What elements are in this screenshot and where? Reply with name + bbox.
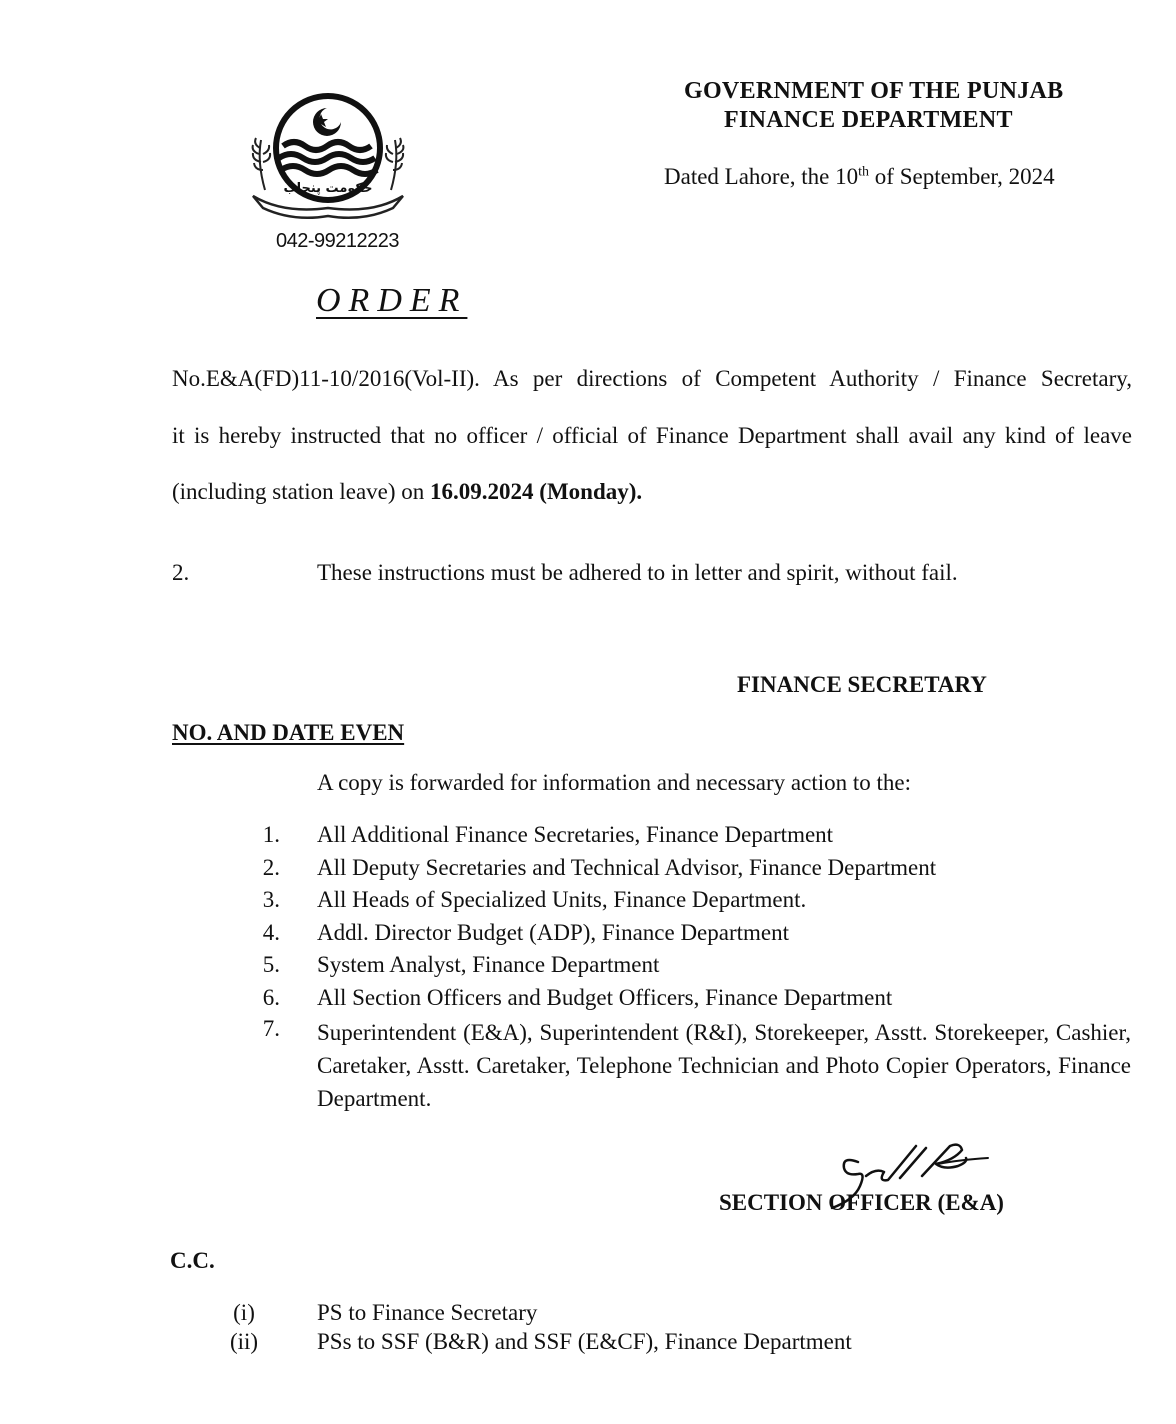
forwarding-intro: A copy is forwarded for information and necessary action to the: <box>317 770 911 795</box>
order-instruction-line: it is hereby instructed that no officer / official of Finance Department shall avail any kind of leave <box>172 423 1132 448</box>
order-date-line <box>172 479 1132 505</box>
list-item <box>0 822 1176 854</box>
list-item-number: (ii) <box>229 1329 259 1354</box>
forwarding-heading: NO. AND DATE EVEN <box>172 720 405 745</box>
list-item-text: PSs to SSF (B&R) and SSF (E&CF), Finance Department <box>317 1329 852 1354</box>
list-item-number: (i) <box>233 1300 255 1325</box>
order-date-plain: (including station leave) on <box>172 479 431 504</box>
list-item-text: PS to Finance Secretary <box>317 1300 538 1325</box>
order-title: ORDER <box>316 282 468 319</box>
phone-number: 042-99212223 <box>276 230 400 252</box>
list-item-text: System Analyst, Finance Department <box>317 952 660 977</box>
list-item <box>0 1329 1176 1361</box>
department-name: FINANCE DEPARTMENT <box>724 107 1013 133</box>
cc-heading: C.C. <box>170 1248 215 1273</box>
list-item <box>0 952 1176 984</box>
paragraph-2-text: These instructions must be adhered to in letter and spirit, without fail. <box>317 560 958 585</box>
list-item-text: All Deputy Secretaries and Technical Advisor, Finance Department <box>317 855 937 880</box>
list-item <box>0 1016 1176 1116</box>
order-date-bold: 16.09.2024 (Monday). <box>430 479 643 504</box>
list-item-number: 6. <box>262 985 280 1010</box>
list-item <box>0 920 1176 952</box>
list-item-text: All Section Officers and Budget Officers, Finance Department <box>317 985 893 1010</box>
list-item-number: 1. <box>262 822 280 847</box>
list-item <box>0 1300 1176 1332</box>
order-reference-line: No.E&A(FD)11-10/2016(Vol-II). As per directions of Competent Authority / Finance Secretary, <box>172 366 1132 391</box>
list-item <box>0 855 1176 887</box>
list-item-text: All Heads of Specialized Units, Finance Department. <box>317 887 807 912</box>
government-name: GOVERNMENT OF THE PUNJAB <box>684 78 1064 104</box>
paragraph-2-number: 2. <box>172 560 190 585</box>
issue-date <box>664 164 1055 190</box>
list-item <box>0 887 1176 919</box>
list-item-number: 2. <box>262 855 280 880</box>
list-item <box>0 985 1176 1017</box>
section-officer-signatory: SECTION OFFICER (E&A) <box>719 1190 1004 1215</box>
list-item-text: Addl. Director Budget (ADP), Finance Department <box>317 920 790 945</box>
list-item-number: 7. <box>262 1016 280 1041</box>
list-item-text: Superintendent (E&A), Superintendent (R&I), Storekeeper, Asstt. Storekeeper, Cashier, Caretaker, Asstt. Caretaker, Telephone Technician and Photo Copier Operators, Finance Department. <box>317 1020 1131 1111</box>
logo-urdu-text: حکومت پنجاب <box>283 181 373 196</box>
punjab-government-logo-icon <box>243 92 413 222</box>
date-prefix: Dated Lahore, the 10 <box>664 164 859 189</box>
list-item-number: 5. <box>262 952 280 977</box>
list-item-text: All Additional Finance Secretaries, Finance Department <box>317 822 834 847</box>
date-ordinal: th <box>858 164 870 180</box>
list-item-number: 3. <box>262 887 280 912</box>
date-rest: of September, 2024 <box>869 164 1055 189</box>
list-item-number: 4. <box>262 920 280 945</box>
finance-secretary-signatory: FINANCE SECRETARY <box>737 672 987 697</box>
